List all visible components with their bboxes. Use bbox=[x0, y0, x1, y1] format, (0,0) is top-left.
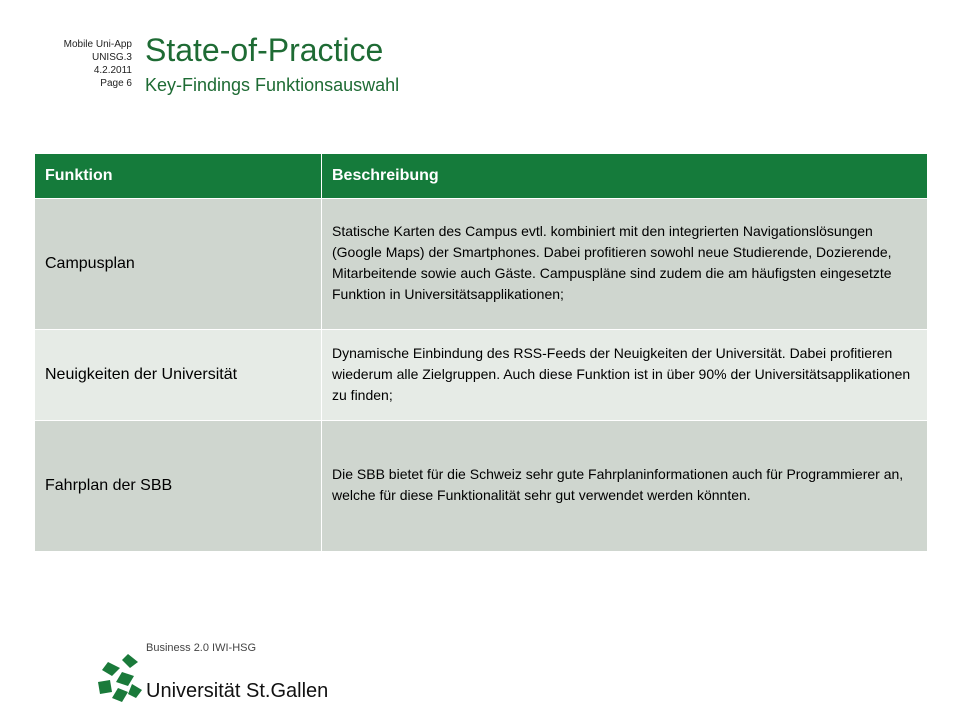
findings-table bbox=[34, 153, 928, 552]
hsg-logo-icon bbox=[98, 654, 142, 702]
slide-meta bbox=[20, 38, 132, 90]
column-header-function: Funktion bbox=[35, 154, 322, 199]
function-cell: Fahrplan der SBB bbox=[35, 421, 322, 552]
description-cell: Statische Karten des Campus evtl. kombiniert mit den integrierten Navigationslösungen (Google Maps) der Smartphones. Dabei profitieren sowohl neue Studierende, Dozierende, Mitarbeitende sowie auch Gäste. Campuspläne sind zudem die am häufigsten eingesetzte Funktion in Universitätsapplikationen; bbox=[322, 199, 928, 330]
function-cell: Campusplan bbox=[35, 199, 322, 330]
page-subtitle: Key-Findings Funktionsauswahl bbox=[145, 75, 400, 95]
meta-app: Mobile Uni-App bbox=[63, 39, 132, 50]
description-cell: Dynamische Einbindung des RSS-Feeds der Neuigkeiten der Universität. Dabei profitieren wiederum alle Zielgruppen. Auch diese Funktion ist in über 90% der Universitätsapplikationen zu finden; bbox=[322, 330, 928, 421]
logo-subtitle: Business 2.0 IWI-HSG bbox=[146, 642, 257, 654]
meta-date: 4.2.2011 bbox=[93, 65, 132, 76]
function-cell: Neuigkeiten der Universität bbox=[35, 330, 322, 421]
logo-name: Universität St.Gallen bbox=[146, 680, 329, 702]
table-header-row bbox=[35, 154, 928, 199]
table-row bbox=[35, 421, 928, 552]
table-row bbox=[35, 330, 928, 421]
meta-page: Page 6 bbox=[100, 78, 132, 89]
table-row bbox=[35, 199, 928, 330]
description-cell: Die SBB bietet für die Schweiz sehr gute Fahrplaninformationen auch für Programmierer an, welche für diese Funktionalität sehr gut verwendet werden könnten. bbox=[322, 421, 928, 552]
meta-code: UNISG.3 bbox=[91, 52, 132, 63]
column-header-description: Beschreibung bbox=[322, 154, 928, 199]
page-title: State-of-Practice bbox=[145, 32, 384, 68]
university-logo bbox=[98, 640, 329, 710]
